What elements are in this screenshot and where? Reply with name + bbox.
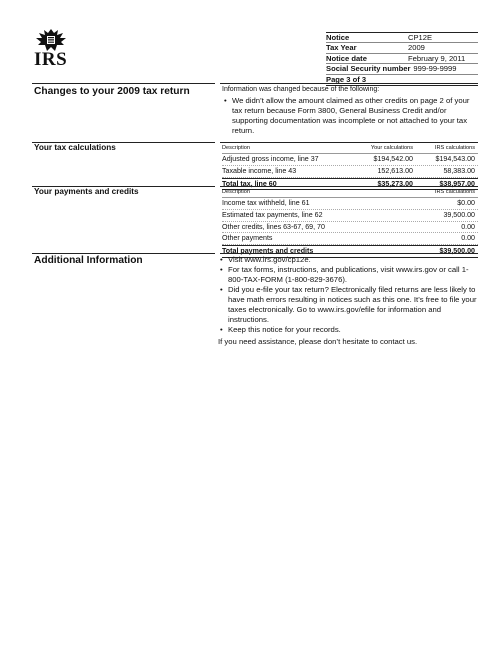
column-header: IRS calculations — [434, 145, 475, 151]
list-item: • Visit www.irs.gov/cp12e. — [218, 255, 480, 265]
column-header: Your calculations — [370, 145, 413, 151]
additional-info-list — [218, 255, 480, 335]
ssn-value: 999-99-9999 — [413, 64, 457, 74]
your-calculation-value: $194,542.00 — [373, 155, 413, 163]
ssn-row — [326, 64, 478, 74]
additional-info-body — [218, 255, 480, 347]
notice-date-row — [326, 54, 478, 64]
irs-total-value: $39,500.00 — [439, 247, 475, 256]
column-header: IRS calculations — [434, 189, 475, 195]
row-description: Income tax withheld, line 61 — [222, 199, 310, 207]
section-divider — [32, 253, 215, 254]
list-item: • We didn’t allow the amount claimed as other credits on page 2 of your tax return because Form 3800, General Business Credit and/or supporting documentation was incomplete or not attached to your tax return. — [222, 96, 478, 136]
notice-row — [326, 32, 478, 43]
table-header — [222, 144, 478, 154]
table-row — [222, 233, 478, 245]
irs-logo-text: IRS — [34, 49, 68, 70]
changes-intro: Information was changed because of the following: — [222, 86, 380, 93]
row-description: Estimated tax payments, line 62 — [222, 210, 323, 219]
ssn-label: Social Security number — [326, 64, 411, 74]
column-header: Description — [222, 145, 250, 151]
changes-list — [222, 96, 478, 136]
irs-calculation-value: $194,543.00 — [435, 155, 475, 163]
irs-total-value: $38,957.00 — [439, 179, 475, 188]
row-description: Adjusted gross income, line 37 — [222, 155, 319, 163]
section-divider — [220, 83, 478, 84]
column-header: Description — [222, 189, 250, 195]
your-total-value: $35,273.00 — [377, 179, 413, 188]
irs-calculation-value: 0.00 — [461, 234, 475, 243]
notice-info-box — [326, 32, 478, 86]
section-divider — [32, 83, 215, 84]
table-row — [222, 154, 478, 166]
payments-credits-title: Your payments and credits — [34, 187, 139, 196]
table-header — [222, 188, 478, 198]
changes-section-title: Changes to your 2009 tax return — [34, 86, 190, 97]
list-item: • Did you e-file your tax return? Electronically filed returns are less likely to have math errors resulting in notices such as this one. It’s free to file your taxes electronically. Go to www.irs.gov/efile for information and instructions. — [218, 285, 480, 325]
row-description: Other payments — [222, 234, 273, 243]
irs-calculation-value: $0.00 — [457, 199, 475, 207]
total-description: Total payments and credits — [222, 247, 314, 256]
page-number: Page 3 of 3 — [326, 75, 478, 86]
table-row — [222, 210, 478, 222]
additional-info-title: Additional Information — [34, 255, 143, 266]
closing-text: If you need assistance, please don’t hesitate to contact us. — [218, 337, 418, 346]
tax-calculations-title: Your tax calculations — [34, 143, 116, 152]
payments-credits-table — [222, 188, 478, 258]
section-divider — [220, 186, 478, 187]
notice-date-value: February 9, 2011 — [408, 53, 466, 63]
table-row — [222, 166, 478, 178]
tax-year-row — [326, 43, 478, 53]
section-divider — [220, 253, 478, 254]
tax-year-label: Tax Year — [326, 43, 357, 53]
notice-label: Notice — [326, 33, 350, 42]
table-row — [222, 222, 478, 234]
notice-value: CP12E — [408, 33, 433, 42]
irs-calculation-value: 39,500.00 — [443, 210, 475, 219]
row-description: Other credits, lines 63-67, 69, 70 — [222, 222, 325, 231]
section-divider — [220, 142, 478, 143]
notice-date-label: Notice date — [326, 53, 367, 63]
irs-calculation-value: 0.00 — [461, 222, 475, 231]
row-description: Taxable income, line 43 — [222, 166, 297, 175]
irs-calculation-value: 58,383.00 — [443, 166, 475, 175]
total-description: Total tax, line 60 — [222, 179, 277, 188]
changes-section-body — [222, 85, 478, 136]
tax-calculations-table — [222, 144, 478, 190]
your-calculation-value: 152,613.00 — [377, 166, 413, 175]
list-item: • For tax forms, instructions, and publications, visit www.irs.gov or call 1-800-TAX-FORM (1-800-829-3676). — [218, 265, 480, 285]
tax-year-value: 2009 — [408, 43, 425, 53]
table-row — [222, 198, 478, 210]
list-item: • Keep this notice for your records. — [218, 325, 480, 335]
